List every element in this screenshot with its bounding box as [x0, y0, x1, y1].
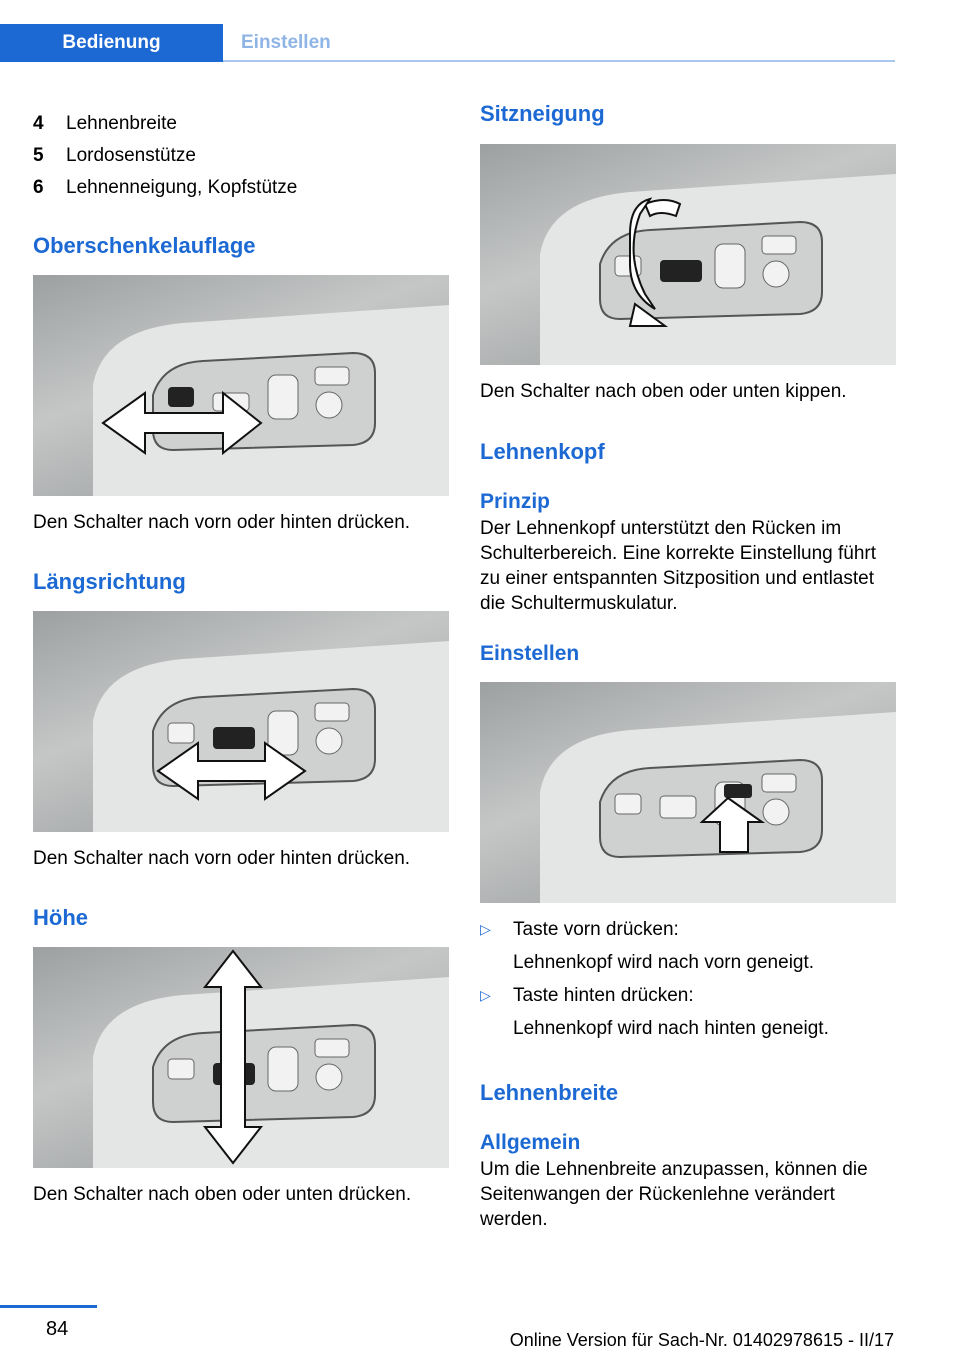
triangle-bullet-icon: ▷ [480, 987, 491, 1003]
bullet-list [480, 913, 896, 1045]
list-item: 6 Lehnenneigung, Kopfstütze [33, 177, 298, 198]
caption: Den Schalter nach vorn oder hinten drücken. [33, 848, 411, 869]
header-tabs [0, 0, 895, 62]
seat-switch-illustration [33, 947, 449, 1168]
triangle-bullet-icon: ▷ [480, 921, 491, 937]
subsection-title-einstellen: Einstellen [480, 642, 580, 665]
subsection-title-prinzip: Prinzip [480, 490, 551, 513]
tab-underline [223, 60, 895, 62]
section-title-lehnenkopf: Lehnenkopf [480, 439, 605, 464]
paragraph-allgemein: Um die Lehnenbreite anzupassen, können die Seitenwangen der Rückenlehne verändert werden. [480, 1159, 868, 1230]
left-column [33, 108, 449, 1207]
list-item: ▷ Taste hinten drücken: Lehnenkopf wird nach hinten geneigt. [480, 979, 896, 1045]
section-title-laengsrichtung: Längsrichtung [33, 569, 186, 594]
list-item: ▷ Taste vorn drücken: Lehnenkopf wird nach vorn geneigt. [480, 913, 896, 979]
section-title-sitzneigung: Sitzneigung [480, 101, 605, 126]
caption: Den Schalter nach vorn oder hinten drücken. [33, 512, 411, 533]
caption: Den Schalter nach oben oder unten kippen. [480, 381, 847, 402]
right-column [480, 100, 896, 1232]
list-item: 5 Lordosenstütze [33, 145, 196, 166]
seat-switch-illustration [480, 144, 896, 365]
seat-switch-illustration [33, 611, 449, 832]
seat-switch-illustration [480, 682, 896, 903]
section-title-lehnenbreite: Lehnenbreite [480, 1080, 619, 1105]
list-item: 4 Lehnenbreite [33, 113, 177, 134]
tab-einstellen[interactable]: Einstellen [241, 32, 331, 53]
tab-bedienung[interactable]: Bedienung [0, 24, 223, 62]
legend-list [33, 108, 449, 204]
section-title-hoehe: Höhe [33, 905, 88, 930]
paragraph-prinzip: Der Lehnenkopf unterstützt den Rücken im Schulterbereich. Eine korrekte Einstellung führt zu einer entspannten Sitzposition und entlastet die Schultermuskulatur. [480, 518, 877, 614]
section-title-oberschenkelauflage: Oberschenkelauflage [33, 233, 256, 258]
footer-version-text: Online Version für Sach-Nr. 01402978615 - II/17 [509, 1330, 894, 1350]
subsection-title-allgemein: Allgemein [480, 1131, 581, 1154]
page-number: 84 [46, 1318, 69, 1340]
footer-rule [0, 1305, 97, 1308]
caption: Den Schalter nach oben oder unten drücken. [33, 1184, 412, 1205]
seat-switch-illustration [33, 275, 449, 496]
